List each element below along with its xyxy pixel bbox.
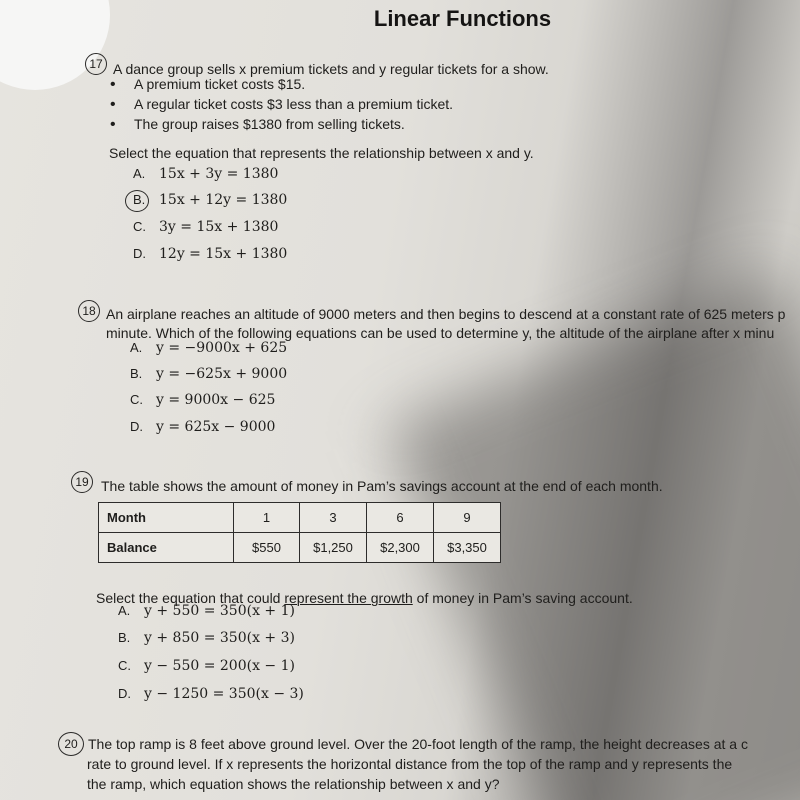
- question-20-line-2: rate to ground level. If x represents the horizontal distance from the top of the ramp and y represents the: [87, 756, 733, 772]
- question-19-option-c[interactable]: C. y − 550 = 200(x − 1): [118, 658, 295, 674]
- question-18-line-2: minute. Which of the following equations can be used to determine y, the altitude of the airplane after x minu: [106, 325, 775, 341]
- question-19-option-d[interactable]: D. y − 1250 = 350(x − 3): [118, 686, 304, 702]
- question-20-number: 20: [58, 732, 84, 756]
- question-17-bullet: • The group raises $1380 from selling tickets.: [110, 116, 405, 133]
- table-row: [99, 503, 501, 533]
- savings-table: [98, 502, 501, 563]
- question-19-number: 19: [71, 471, 93, 493]
- question-17-option-a[interactable]: A. 15x + 3y = 1380: [133, 166, 279, 182]
- question-17-bullet: • A premium ticket costs $15.: [110, 76, 306, 93]
- question-20-line-3: the ramp, which equation shows the relationship between x and y?: [87, 776, 500, 792]
- table-cell: 9: [434, 503, 501, 533]
- question-19-option-b[interactable]: B. y + 850 = 350(x + 3): [118, 630, 295, 646]
- table-cell: $1,250: [300, 533, 367, 563]
- bullet-text: The group raises $1380 from selling tickets.: [134, 116, 405, 132]
- underlined-phrase: represent the growth: [284, 590, 413, 606]
- question-17-option-c[interactable]: C. 3y = 15x + 1380: [133, 219, 279, 235]
- question-17-option-d[interactable]: D. 12y = 15x + 1380: [133, 246, 288, 262]
- table-header-balance: Balance: [99, 533, 234, 563]
- question-18-option-b[interactable]: B. y = −625x + 9000: [130, 366, 288, 382]
- question-18-line-1: An airplane reaches an altitude of 9000 meters and then begins to descend at a constant rate of 625 meters p: [106, 306, 786, 322]
- table-cell: $3,350: [434, 533, 501, 563]
- table-header-month: Month: [99, 503, 234, 533]
- table-cell: 1: [234, 503, 300, 533]
- question-17-number: 17: [85, 53, 107, 75]
- table-cell: $2,300: [367, 533, 434, 563]
- bullet-text: A premium ticket costs $15.: [134, 76, 306, 92]
- question-17-option-b[interactable]: B. 15x + 12y = 1380: [133, 192, 288, 208]
- question-17-prompt: Select the equation that represents the relationship between x and y.: [109, 145, 534, 161]
- table-cell: 3: [300, 503, 367, 533]
- table-row: [99, 533, 501, 563]
- question-20-line-1: The top ramp is 8 feet above ground level. Over the 20-foot length of the ramp, the height decreases at a c: [88, 736, 748, 752]
- question-18-option-d[interactable]: D. y = 625x − 9000: [130, 419, 276, 435]
- bullet-text: A regular ticket costs $3 less than a premium ticket.: [134, 96, 454, 112]
- table-cell: $550: [234, 533, 300, 563]
- page-title: Linear Functions: [373, 6, 552, 31]
- question-17-intro: A dance group sells x premium tickets and y regular tickets for a show.: [113, 61, 549, 77]
- question-19-intro: The table shows the amount of money in Pam’s savings account at the end of each month.: [101, 478, 663, 494]
- question-17-bullet: • A regular ticket costs $3 less than a premium ticket.: [110, 96, 454, 113]
- question-18-option-a[interactable]: A. y = −9000x + 625: [130, 340, 288, 356]
- question-18-number: 18: [78, 300, 100, 322]
- table-cell: 6: [367, 503, 434, 533]
- question-19-option-a[interactable]: A. y + 550 = 350(x + 1): [118, 603, 295, 619]
- question-19-prompt: Select the equation that could represent the growth of money in Pam’s saving account.: [96, 590, 633, 606]
- question-18-option-c[interactable]: C. y = 9000x − 625: [130, 392, 276, 408]
